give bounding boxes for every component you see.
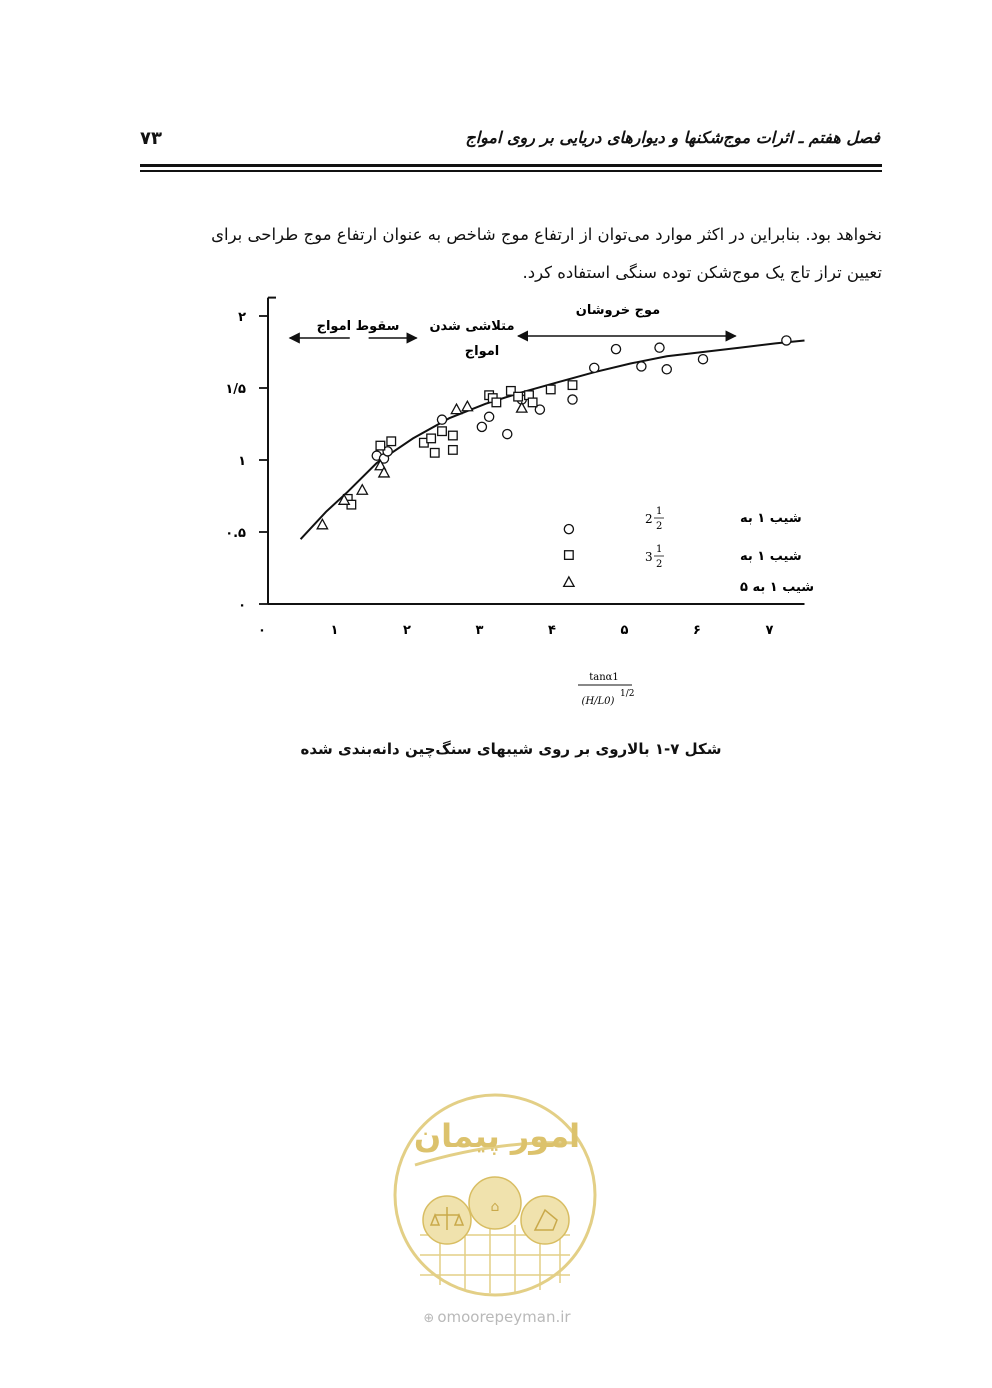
circle-point xyxy=(485,412,494,421)
x-tick-label: ۷ xyxy=(765,623,774,638)
circle-point xyxy=(662,365,671,374)
circle-point xyxy=(503,429,512,438)
x-tick-label: ۳ xyxy=(475,623,484,638)
legend-circle-num: 1 xyxy=(656,506,663,517)
triangle-point xyxy=(564,577,574,587)
circle-point xyxy=(611,345,620,354)
legend-circle-den: 2 xyxy=(656,521,663,532)
x-axis-label xyxy=(578,672,634,707)
header-rule-thick xyxy=(140,164,882,167)
chart-axes xyxy=(225,298,804,638)
body-paragraph xyxy=(140,216,882,292)
legend-square-num: 1 xyxy=(656,544,663,555)
chapter-title: فصل هفتم ـ اثرات موج‌شکنها و دیوارهای دریایی بر روی امواج xyxy=(465,128,880,147)
legend-square-whole: 3 xyxy=(645,550,653,564)
x-tick-label: ۵ xyxy=(620,623,629,638)
page-number: ۷۳ xyxy=(140,128,162,149)
triangle-point xyxy=(357,485,367,495)
circle-point xyxy=(655,343,664,352)
x-tick-label: ۱ xyxy=(330,623,339,638)
square-point xyxy=(376,441,385,450)
x-tick-label: ۶ xyxy=(693,623,701,638)
x-label-numerator: tanα1 xyxy=(589,672,619,683)
square-point xyxy=(492,398,501,407)
square-point xyxy=(438,427,447,436)
y-tick-label: ۰ xyxy=(238,598,246,613)
paragraph-line-2: تعیین تراز تاج یک موج‌شکن توده سنگی استفاده کرد. xyxy=(522,263,882,282)
logo-text: امور پیمان xyxy=(413,1117,581,1155)
paragraph-line-1: نخواهد بود. بنابراین در اکثر موارد می‌توان از ارتفاع موج شاخص به عنوان ارتفاع موج طراحی برای xyxy=(211,225,882,244)
legend-circle-label: شیب ۱ به xyxy=(740,511,802,526)
legend-triangle-label: شیب ۱ به ۵ xyxy=(740,580,815,595)
y-tick-label: ۲ xyxy=(238,310,246,325)
chart-legend xyxy=(645,506,814,595)
circle-point xyxy=(782,336,791,345)
x-label-denominator: (H/L0) xyxy=(581,696,615,707)
annotation-breaking-1: متلاشی شدن xyxy=(429,319,515,334)
annotation-surging: موج خروشان xyxy=(575,303,661,318)
figure-caption: شکل ۷-۱ بالاروی بر روی شیبهای سنگ‌چین دانه‌بندی شده xyxy=(300,740,722,758)
square-point xyxy=(387,437,396,446)
y-tick-label: ۰.۵ xyxy=(225,526,246,541)
annotation-breaking-2: امواج xyxy=(464,344,500,359)
square-point xyxy=(449,446,458,455)
triangle-point xyxy=(451,404,461,414)
square-point xyxy=(449,431,458,440)
circle-point xyxy=(637,362,646,371)
fit-curve xyxy=(301,341,805,540)
runup-chart xyxy=(190,292,830,722)
x-tick-label: ۲ xyxy=(403,623,411,638)
trowel-icon: ⌂ xyxy=(490,1199,500,1215)
triangle-point xyxy=(462,401,472,411)
header-rule-thin xyxy=(140,170,882,172)
data-points-layer xyxy=(317,336,791,587)
x-tick-label: ۰ xyxy=(258,623,266,638)
square-point xyxy=(427,434,436,443)
watermark-site-text: omoorepeyman.ir xyxy=(437,1308,571,1326)
circle-point xyxy=(564,525,573,534)
y-tick-label: ۱ xyxy=(238,454,246,469)
x-tick-label: ۴ xyxy=(548,623,556,638)
square-point xyxy=(528,398,537,407)
y-tick-label: ۱/۵ xyxy=(225,382,246,397)
circle-point xyxy=(477,422,486,431)
fit-curve-layer xyxy=(301,341,805,540)
square-point xyxy=(430,449,439,458)
watermark-site xyxy=(392,1308,602,1326)
x-label-exponent: 1/2 xyxy=(620,689,635,699)
circle-point xyxy=(698,355,707,364)
globe-icon: ⊕ xyxy=(423,1311,435,1326)
legend-circle-whole: 2 xyxy=(645,512,653,526)
circle-point xyxy=(437,415,446,424)
annotation-collapsing: سقوط امواج xyxy=(316,319,400,334)
legend-square-den: 2 xyxy=(656,559,663,570)
square-point xyxy=(546,385,555,394)
square-point xyxy=(568,381,577,390)
circle-point xyxy=(590,363,599,372)
annotation-layer xyxy=(290,303,736,359)
legend-square-label: شیب ۱ به xyxy=(740,549,802,564)
square-point xyxy=(514,392,523,401)
triangle-point xyxy=(517,403,527,413)
watermark-logo xyxy=(385,1085,605,1300)
circle-point xyxy=(568,395,577,404)
square-point xyxy=(565,551,574,560)
